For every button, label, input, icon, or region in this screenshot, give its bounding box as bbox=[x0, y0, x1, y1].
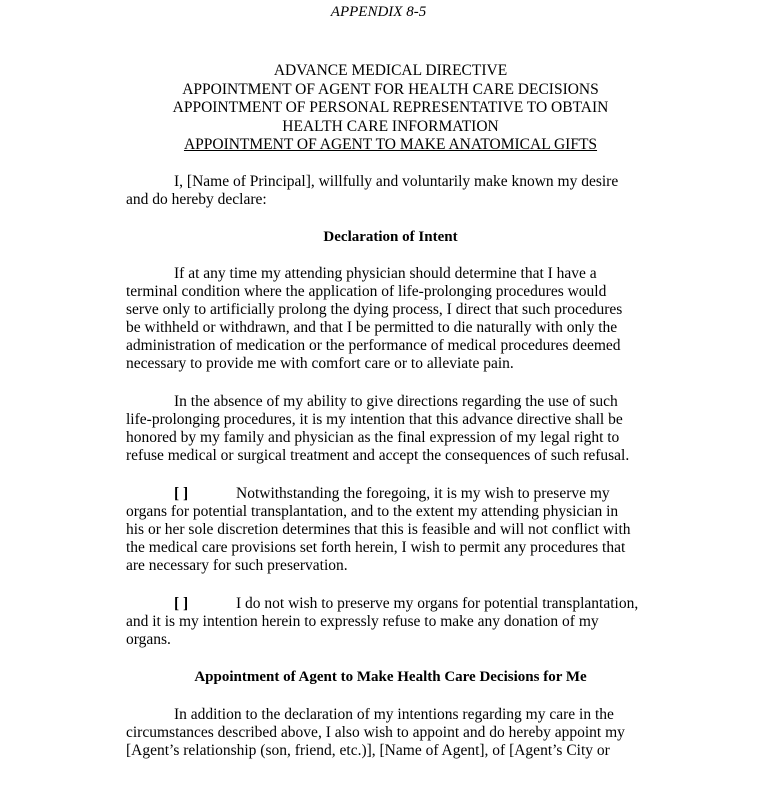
paragraph-line: organs. bbox=[126, 631, 171, 648]
paragraph-line: I do not wish to preserve my organs for potential transplantation, bbox=[236, 595, 639, 612]
paragraph-line: circumstances described above, I also wish to appoint and do hereby appoint my bbox=[126, 724, 625, 741]
organ-refuse-checkbox[interactable]: [ ] bbox=[174, 595, 189, 612]
intro-line: I, [Name of Principal], willfully and voluntarily make known my desire bbox=[174, 173, 619, 190]
paragraph-line: his or her sole discretion determines that this is feasible and will not conflict with bbox=[126, 521, 631, 538]
paragraph-line: [Agent’s relationship (son, friend, etc.)], [Name of Agent], of [Agent’s City or bbox=[126, 742, 610, 759]
paragraph-line: administration of medication or the performance of medical procedures deemed bbox=[126, 337, 621, 354]
paragraph-line: life-prolonging procedures, it is my intention that this advance directive shall be bbox=[126, 411, 623, 428]
paragraph-line: the medical care provisions set forth herein, I wish to permit any procedures that bbox=[126, 539, 626, 556]
paragraph-line: be withheld or withdrawn, and that I be permitted to die naturally with only the bbox=[126, 319, 618, 336]
appendix-label: APPENDIX 8-5 bbox=[330, 4, 427, 20]
declaration-heading: Declaration of Intent bbox=[323, 229, 458, 245]
paragraph-line: In the absence of my ability to give directions regarding the use of such bbox=[174, 393, 618, 410]
paragraph-line: serve only to artificially prolong the dying process, I direct that such procedures bbox=[126, 301, 623, 318]
paragraph-line: If at any time my attending physician should determine that I have a bbox=[174, 265, 597, 282]
paragraph-line: Notwithstanding the foregoing, it is my wish to preserve my bbox=[236, 485, 610, 502]
title-line: HEALTH CARE INFORMATION bbox=[282, 117, 499, 135]
paragraph-line: are necessary for such preservation. bbox=[126, 557, 348, 574]
paragraph-line: terminal condition where the application of life-prolonging procedures would bbox=[126, 283, 607, 300]
option-organ-refuse bbox=[126, 595, 638, 613]
agent-heading: Appointment of Agent to Make Health Care Decisions for Me bbox=[194, 669, 587, 685]
paragraph-line: and it is my intention herein to expressly refuse to make any donation of my bbox=[126, 613, 599, 630]
paragraph-line: In addition to the declaration of my intentions regarding my care in the bbox=[174, 706, 614, 723]
title-line-underlined: APPOINTMENT OF AGENT TO MAKE ANATOMICAL GIFTS bbox=[183, 136, 598, 153]
title-line: ADVANCE MEDICAL DIRECTIVE bbox=[273, 62, 508, 79]
organ-preserve-checkbox[interactable]: [ ] bbox=[174, 485, 189, 502]
document-titles bbox=[0, 62, 757, 155]
title-line: APPOINTMENT OF PERSONAL REPRESENTATIVE TO OBTAIN bbox=[172, 99, 609, 116]
paragraph-line: necessary to provide me with comfort care or to alleviate pain. bbox=[126, 355, 514, 372]
paragraph-line: refuse medical or surgical treatment and accept the consequences of such refusal. bbox=[126, 447, 630, 464]
paragraph-line: honored by my family and physician as the final expression of my legal right to bbox=[126, 429, 620, 446]
intro-line: and do hereby declare: bbox=[126, 191, 267, 208]
paragraph-line: organs for potential transplantation, and to the extent my attending physician in bbox=[126, 503, 619, 520]
title-line: APPOINTMENT OF AGENT FOR HEALTH CARE DECISIONS bbox=[182, 80, 599, 98]
option-organ-preserve bbox=[126, 485, 610, 503]
